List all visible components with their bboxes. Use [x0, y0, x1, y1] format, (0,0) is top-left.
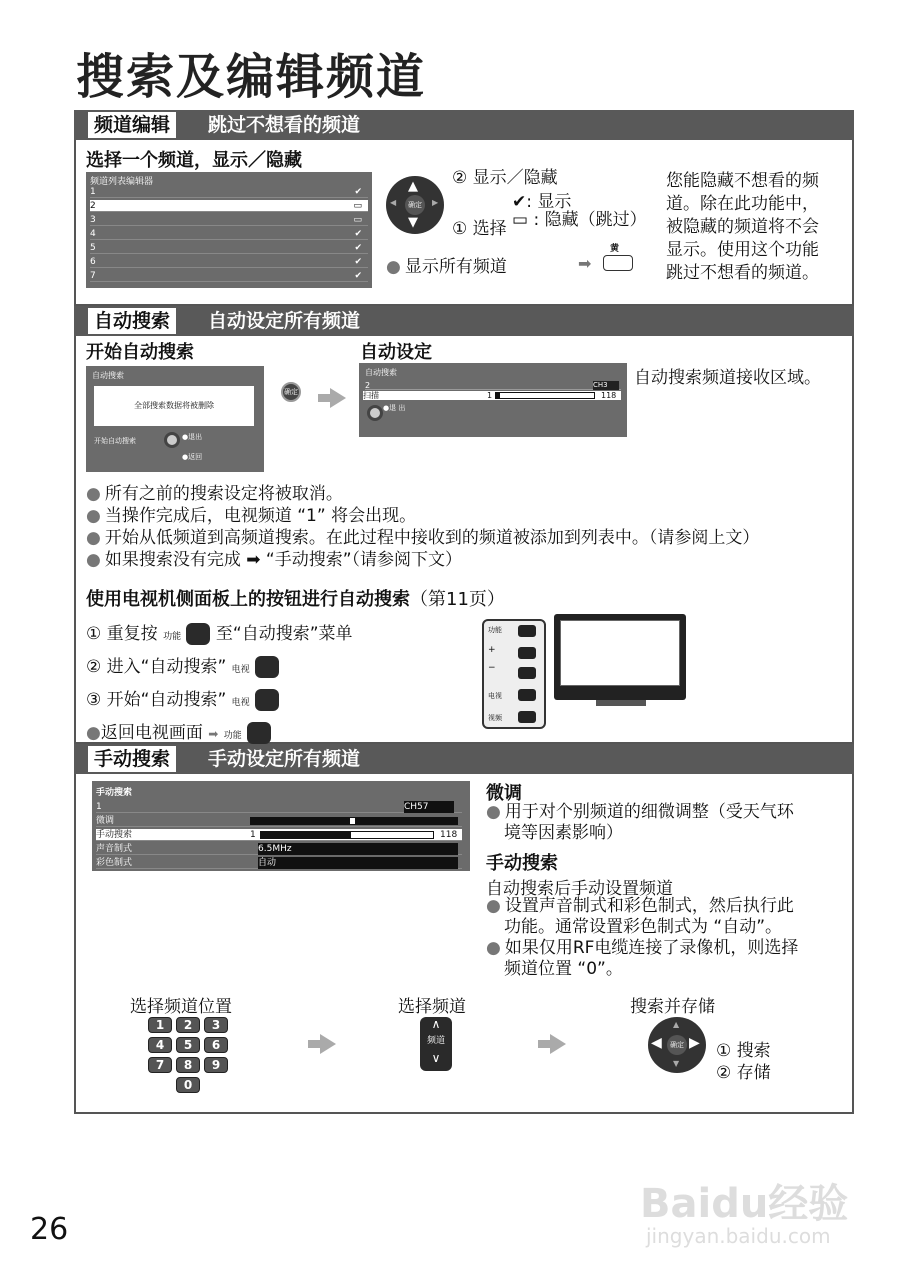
start-auto-title: 开始自动搜索 [86, 342, 194, 363]
section-tag: 自动搜索 [88, 308, 176, 334]
fine-label: 微调 [96, 816, 115, 826]
arrow-right-icon: ➡ [578, 254, 592, 273]
minus-label: − [488, 663, 496, 673]
show-all-label: ● 显示所有频道 [386, 252, 507, 277]
fine-slider[interactable] [250, 817, 458, 825]
up-arrow-icon: ▲ [673, 1020, 680, 1029]
ok-button[interactable]: 确定 [405, 195, 425, 215]
start-auto-label: 开始自动搜索 [94, 437, 136, 445]
ok-button[interactable]: 确定 [667, 1035, 687, 1055]
watermark-logo: Baidu经验 [640, 1181, 849, 1227]
plus-button[interactable] [518, 647, 536, 659]
channel-row[interactable] [90, 186, 368, 198]
step-text: ① 重复按 [86, 624, 158, 644]
sound-value: 6.5MHz [258, 843, 458, 855]
section-header-auto-search [74, 306, 854, 336]
step1-label: 选择频道位置 [130, 997, 232, 1017]
manual-note-line: 功能。通常设置彩色制式为 “自动”。 [504, 917, 783, 937]
scan-end: 118 [601, 391, 617, 400]
back-label: ●返回 [182, 453, 203, 461]
visibility-icon: ✔ [354, 243, 362, 253]
note-item: ● 所有之前的搜索设定将被取消。 [86, 483, 759, 505]
channel-number: 4 [90, 229, 96, 239]
func-button[interactable] [247, 722, 271, 744]
screen-header: 自动搜索 [92, 371, 124, 380]
fine-title: 微调 [486, 783, 522, 804]
fine-desc [486, 802, 794, 844]
section-title: 自动设定所有频道 [208, 310, 361, 332]
side-button[interactable] [255, 689, 279, 711]
channel-row[interactable] [90, 256, 368, 268]
desc-line: 被隐藏的频道将不会 [666, 217, 819, 237]
step-text: ② 进入“自动搜索” [86, 657, 227, 677]
visibility-icon: ✔ [354, 187, 362, 197]
channel-row[interactable] [90, 270, 368, 282]
arrow-right-icon [538, 1034, 566, 1054]
func-side-button[interactable] [518, 625, 536, 637]
fine-desc-line: 境等因素影响） [504, 823, 623, 843]
number-key-0[interactable]: 0 [176, 1077, 200, 1093]
step-small-label: 电视 [231, 665, 250, 675]
visibility-icon: ▭ [353, 201, 362, 211]
page-title: 搜索及编辑频道 [76, 49, 427, 105]
step-small-label: 电视 [231, 698, 250, 708]
channel-number: 3 [90, 215, 96, 225]
manual-note-line: 频道位置 “0”。 [504, 959, 623, 979]
channel-rocker[interactable] [420, 1017, 452, 1071]
down-arrow-icon: ▼ [673, 1059, 680, 1068]
store-label: ② 存储 [716, 1063, 771, 1083]
side-button[interactable] [186, 623, 210, 645]
color-label: 彩色制式 [96, 858, 133, 868]
search-label: ① 搜索 [716, 1041, 771, 1061]
area-note: 自动搜索频道接收区域。 [634, 368, 821, 388]
down-arrow-icon[interactable]: ▼ [408, 215, 418, 230]
fine-desc-line: ● 用于对个别频道的细微调整（受天气环 [486, 802, 794, 823]
visibility-icon: ✔ [354, 229, 362, 239]
channel-number: 5 [90, 243, 96, 253]
visibility-icon: ✔ [354, 271, 362, 281]
func-label: 功能 [488, 626, 502, 634]
note-item: ● 当操作完成后，电视频道 “1” 将会出现。 [86, 505, 759, 527]
channel-number: 2 [90, 201, 96, 211]
number-key-3[interactable]: 3 [204, 1017, 228, 1033]
channel-number: 1 [90, 187, 96, 197]
manual-notes [486, 896, 798, 980]
tv-side-panel [482, 619, 546, 729]
manual-progress-bar [260, 831, 434, 839]
side-button[interactable] [255, 656, 279, 678]
panel-step [86, 685, 406, 718]
show-label: 显示 [537, 192, 572, 212]
exit-label: ●退 出 [383, 404, 406, 412]
plus-label: + [488, 645, 496, 655]
left-arrow-icon[interactable]: ◀ [651, 1035, 662, 1051]
section-title: 手动设定所有频道 [208, 748, 361, 770]
auto-setting-title: 自动设定 [360, 342, 432, 363]
page-number: 26 [30, 1212, 69, 1247]
screen-header: 手动搜索 [96, 788, 133, 798]
scan-progress-bar [495, 392, 595, 399]
auto-setting-screen [359, 363, 627, 437]
step-small-label: 功能 [163, 632, 182, 642]
dpad[interactable] [386, 176, 444, 234]
channel-number: 6 [90, 257, 96, 267]
tv-side-button[interactable] [518, 689, 536, 701]
channel-code: CH57 [404, 801, 454, 813]
panel-step [86, 619, 406, 652]
number-key-6[interactable]: 6 [204, 1037, 228, 1053]
yellow-button[interactable] [603, 243, 633, 271]
panel-step [86, 652, 406, 685]
minus-button[interactable] [518, 667, 536, 679]
section-tag: 手动搜索 [88, 746, 176, 772]
exit-label: ●退出 [182, 433, 203, 441]
arrow-right-icon [318, 388, 346, 408]
manual-desc: 自动搜索后手动设置频道 [486, 879, 673, 899]
tv-illustration [554, 614, 686, 700]
left-arrow-icon: ◀ [390, 198, 397, 207]
desc-line: 跳过不想看的频道。 [666, 263, 819, 283]
dpad-icon [164, 432, 180, 448]
number-key-2[interactable]: 2 [176, 1017, 200, 1033]
step2-label: 选择频道 [398, 997, 466, 1017]
return-step: ●返回电视画面 ➡ 功能 [86, 718, 406, 751]
channel-number: 7 [90, 271, 96, 281]
number-key-4[interactable]: 4 [148, 1037, 172, 1053]
panel-steps [86, 619, 406, 751]
section-header-channel-edit [74, 110, 854, 140]
channel-down-icon[interactable]: ∨ [431, 1051, 441, 1065]
note-item: ● 开始从低频道到高频道搜索。在此过程中接收到的频道被添加到列表中。（请参阅上文） [86, 527, 759, 549]
number-key-1[interactable]: 1 [148, 1017, 172, 1033]
step-text: ③ 开始“自动搜索” [86, 690, 227, 710]
channel-edit-desc [666, 170, 819, 285]
func-small-label: 功能 [223, 731, 242, 741]
ok-button[interactable]: 确定 [281, 382, 301, 402]
color-value: 自动 [258, 857, 458, 869]
yellow-label: 黄 [610, 244, 620, 254]
scan-label: 扫描 [363, 391, 379, 400]
av-label: 视频 [488, 714, 502, 722]
arrow-right-icon [308, 1034, 336, 1054]
screen-header: 频道列表编辑器 [90, 177, 154, 187]
channel-number: 1 [96, 802, 102, 812]
manual-start: 1 [250, 830, 256, 840]
screen-header: 自动搜索 [365, 368, 397, 377]
av-side-button[interactable] [518, 711, 536, 723]
auto-search-notes [86, 483, 759, 571]
number-key-7[interactable]: 7 [148, 1057, 172, 1073]
channel-label: 频道 [426, 1036, 445, 1046]
visibility-icon: ✔ [354, 257, 362, 267]
up-arrow-icon[interactable]: ▲ [408, 179, 418, 194]
channel-up-icon[interactable]: ∧ [431, 1017, 441, 1031]
channel-row[interactable] [90, 214, 368, 226]
manual-search-screen [92, 781, 470, 871]
scan-start: 1 [487, 391, 493, 400]
channel-number: 2 [365, 381, 371, 390]
desc-line: 显示。使用这个功能 [666, 240, 819, 260]
right-arrow-icon[interactable]: ▶ [689, 1035, 700, 1051]
channel-row[interactable] [90, 228, 368, 240]
tv-stand [596, 700, 646, 706]
section-header-manual-search [74, 744, 854, 774]
desc-line: 道。除在此功能中， [666, 194, 819, 214]
dpad-icon [367, 405, 383, 421]
number-key-5[interactable]: 5 [176, 1037, 200, 1053]
hide-label: 隐藏（跳过） [544, 210, 647, 230]
note-item: ● 如果搜索没有完成 ➡ “手动搜索”（请参阅下文） [86, 549, 759, 571]
right-arrow-icon: ▶ [432, 198, 439, 207]
manual-note-line: ● 如果仅用RF电缆连接了录像机，则选择 [486, 938, 798, 959]
dpad[interactable] [648, 1017, 706, 1073]
yellow-key[interactable] [603, 255, 633, 271]
step3-label: 搜索并存储 [630, 997, 715, 1017]
manual-title: 手动搜索 [486, 853, 558, 874]
panel-title: 使用电视机侧面板上的按钮进行自动搜索 [86, 589, 410, 610]
section-title: 跳过不想看的频道 [208, 114, 361, 136]
show-hide-label: ② 显示／隐藏 [452, 168, 558, 188]
channel-code: CH3 [593, 381, 619, 390]
channel-row[interactable] [90, 242, 368, 254]
select-label: ① 选择 [452, 219, 507, 239]
warning-message: 全部搜索数据将被删除 [94, 386, 254, 426]
manual-label: 手动搜索 [96, 830, 133, 840]
return-label: 返回电视画面 [100, 723, 203, 743]
manual-end: 118 [440, 830, 458, 840]
step-text: 至“自动搜索”菜单 [215, 624, 353, 644]
sound-label: 声音制式 [96, 844, 133, 854]
section-tag: 频道编辑 [88, 112, 176, 138]
check-icon: ✔: [512, 192, 532, 212]
desc-line: 您能隐藏不想看的频 [666, 171, 819, 191]
visibility-icon: ▭ [353, 215, 362, 225]
number-key-9[interactable]: 9 [204, 1057, 228, 1073]
channel-list-screen [86, 172, 372, 288]
box-icon: ▭ : [512, 210, 540, 230]
watermark-url: jingyan.baidu.com [646, 1224, 831, 1248]
tv-label: 电视 [488, 692, 502, 700]
page-ref: （第11页） [410, 589, 505, 610]
auto-search-screen [86, 366, 264, 472]
section-subtitle: 选择一个频道，显示／隐藏 [86, 150, 302, 171]
manual-note-line: ● 设置声音制式和彩色制式，然后执行此 [486, 896, 798, 917]
channel-row[interactable] [90, 200, 368, 212]
number-key-8[interactable]: 8 [176, 1057, 200, 1073]
